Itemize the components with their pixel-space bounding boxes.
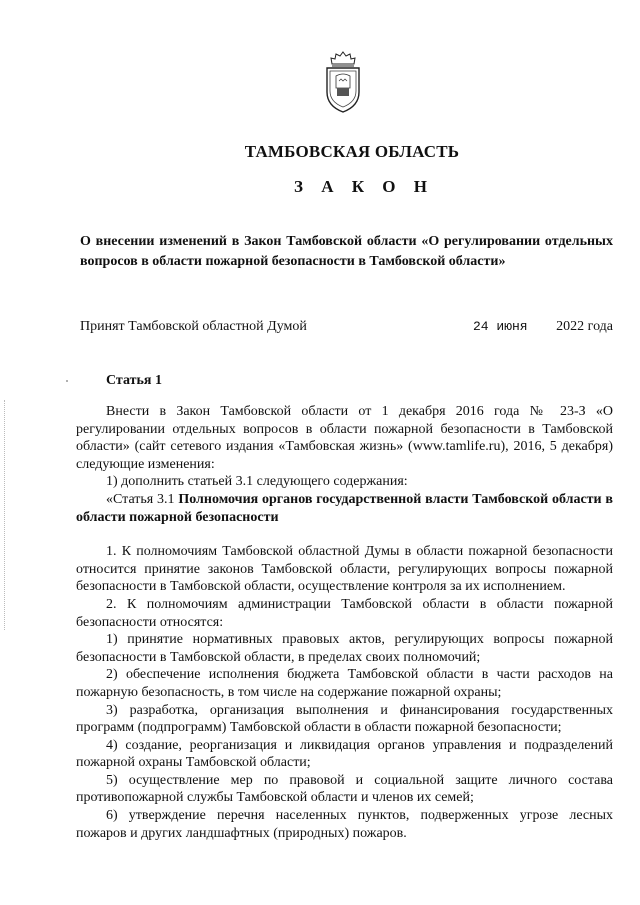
paragraph-1: 1. К полномочиям Тамбовской областной Думы в области пожарной безопасности относится принятие законов Тамбовской области, регулирующих вопросы пожарной безопасности в Тамбовской области, осуществление контроля за их исполнением. — [76, 544, 613, 595]
adoption-year: 2022 года — [556, 319, 613, 334]
adoption-day-month: 24 июня — [473, 319, 528, 334]
article-1-intro: Внести в Закон Тамбовской области от 1 декабря 2016 года № 23-З «О регулировании отдельных вопросов в области пожарной безопасности в Тамбовской области» (сайт сетевого издания «Тамбовская жизнь» (www.tamlife.ru), 2016, 5 декабря) следующие изменения: — [76, 404, 613, 472]
document-type-title: З А К О Н — [293, 177, 435, 196]
tambov-coat-of-arms-emblem — [323, 50, 363, 116]
region-title: ТАМБОВСКАЯ ОБЛАСТЬ — [244, 142, 460, 161]
subitem-6: 6) утверждение перечня населенных пунктов, подверженных угрозе лесных пожаров и других ландшафтных (природных) пожаров. — [76, 808, 613, 841]
paragraph-2: 2. К полномочиям администрации Тамбовской области в области пожарной безопасности относятся: — [76, 596, 613, 630]
scan-margin-marks — [4, 400, 8, 630]
adoption-authority: Принят Тамбовской областной Думой — [80, 319, 307, 334]
law-subject-heading: О внесении изменений в Закон Тамбовской области «О регулировании отдельных вопросов в области пожарной безопасности в Тамбовской области» — [80, 234, 613, 269]
subitem-2: 2) обеспечение исполнения бюджета Тамбовской области в части расходов на пожарную безопасность, в том числе на содержание пожарной охраны; — [76, 667, 613, 700]
subitem-5: 5) осуществление мер по правовой и социальной защите личного состава противопожарной службы Тамбовской области и членов их семей; — [76, 772, 613, 806]
subitem-4: 4) создание, реорганизация и ликвидация органов управления и подразделений пожарной охраны Тамбовской области; — [76, 737, 613, 771]
item-1: 1) дополнить статьей 3.1 следующего содержания: — [106, 474, 408, 490]
new-article-prefix: «Статья 3.1 — [106, 491, 179, 507]
scan-dot — [66, 380, 68, 382]
article-1-body — [76, 403, 613, 842]
subitem-3: 3) разработка, организация выполнения и финансирования государственных программ (подпрограмм) Тамбовской области в области пожарной безопасности; — [76, 702, 613, 736]
new-article-heading — [76, 491, 613, 526]
subitem-1: 1) принятие нормативных правовых актов, регулирующих вопросы пожарной безопасности в Тамбовской области, в пределах своих полномочий; — [76, 632, 613, 665]
new-article-title: Полномочия органов государственной власти Тамбовской области в области пожарной безопасности — [76, 491, 613, 525]
article-1-heading: Статья 1 — [106, 373, 162, 388]
